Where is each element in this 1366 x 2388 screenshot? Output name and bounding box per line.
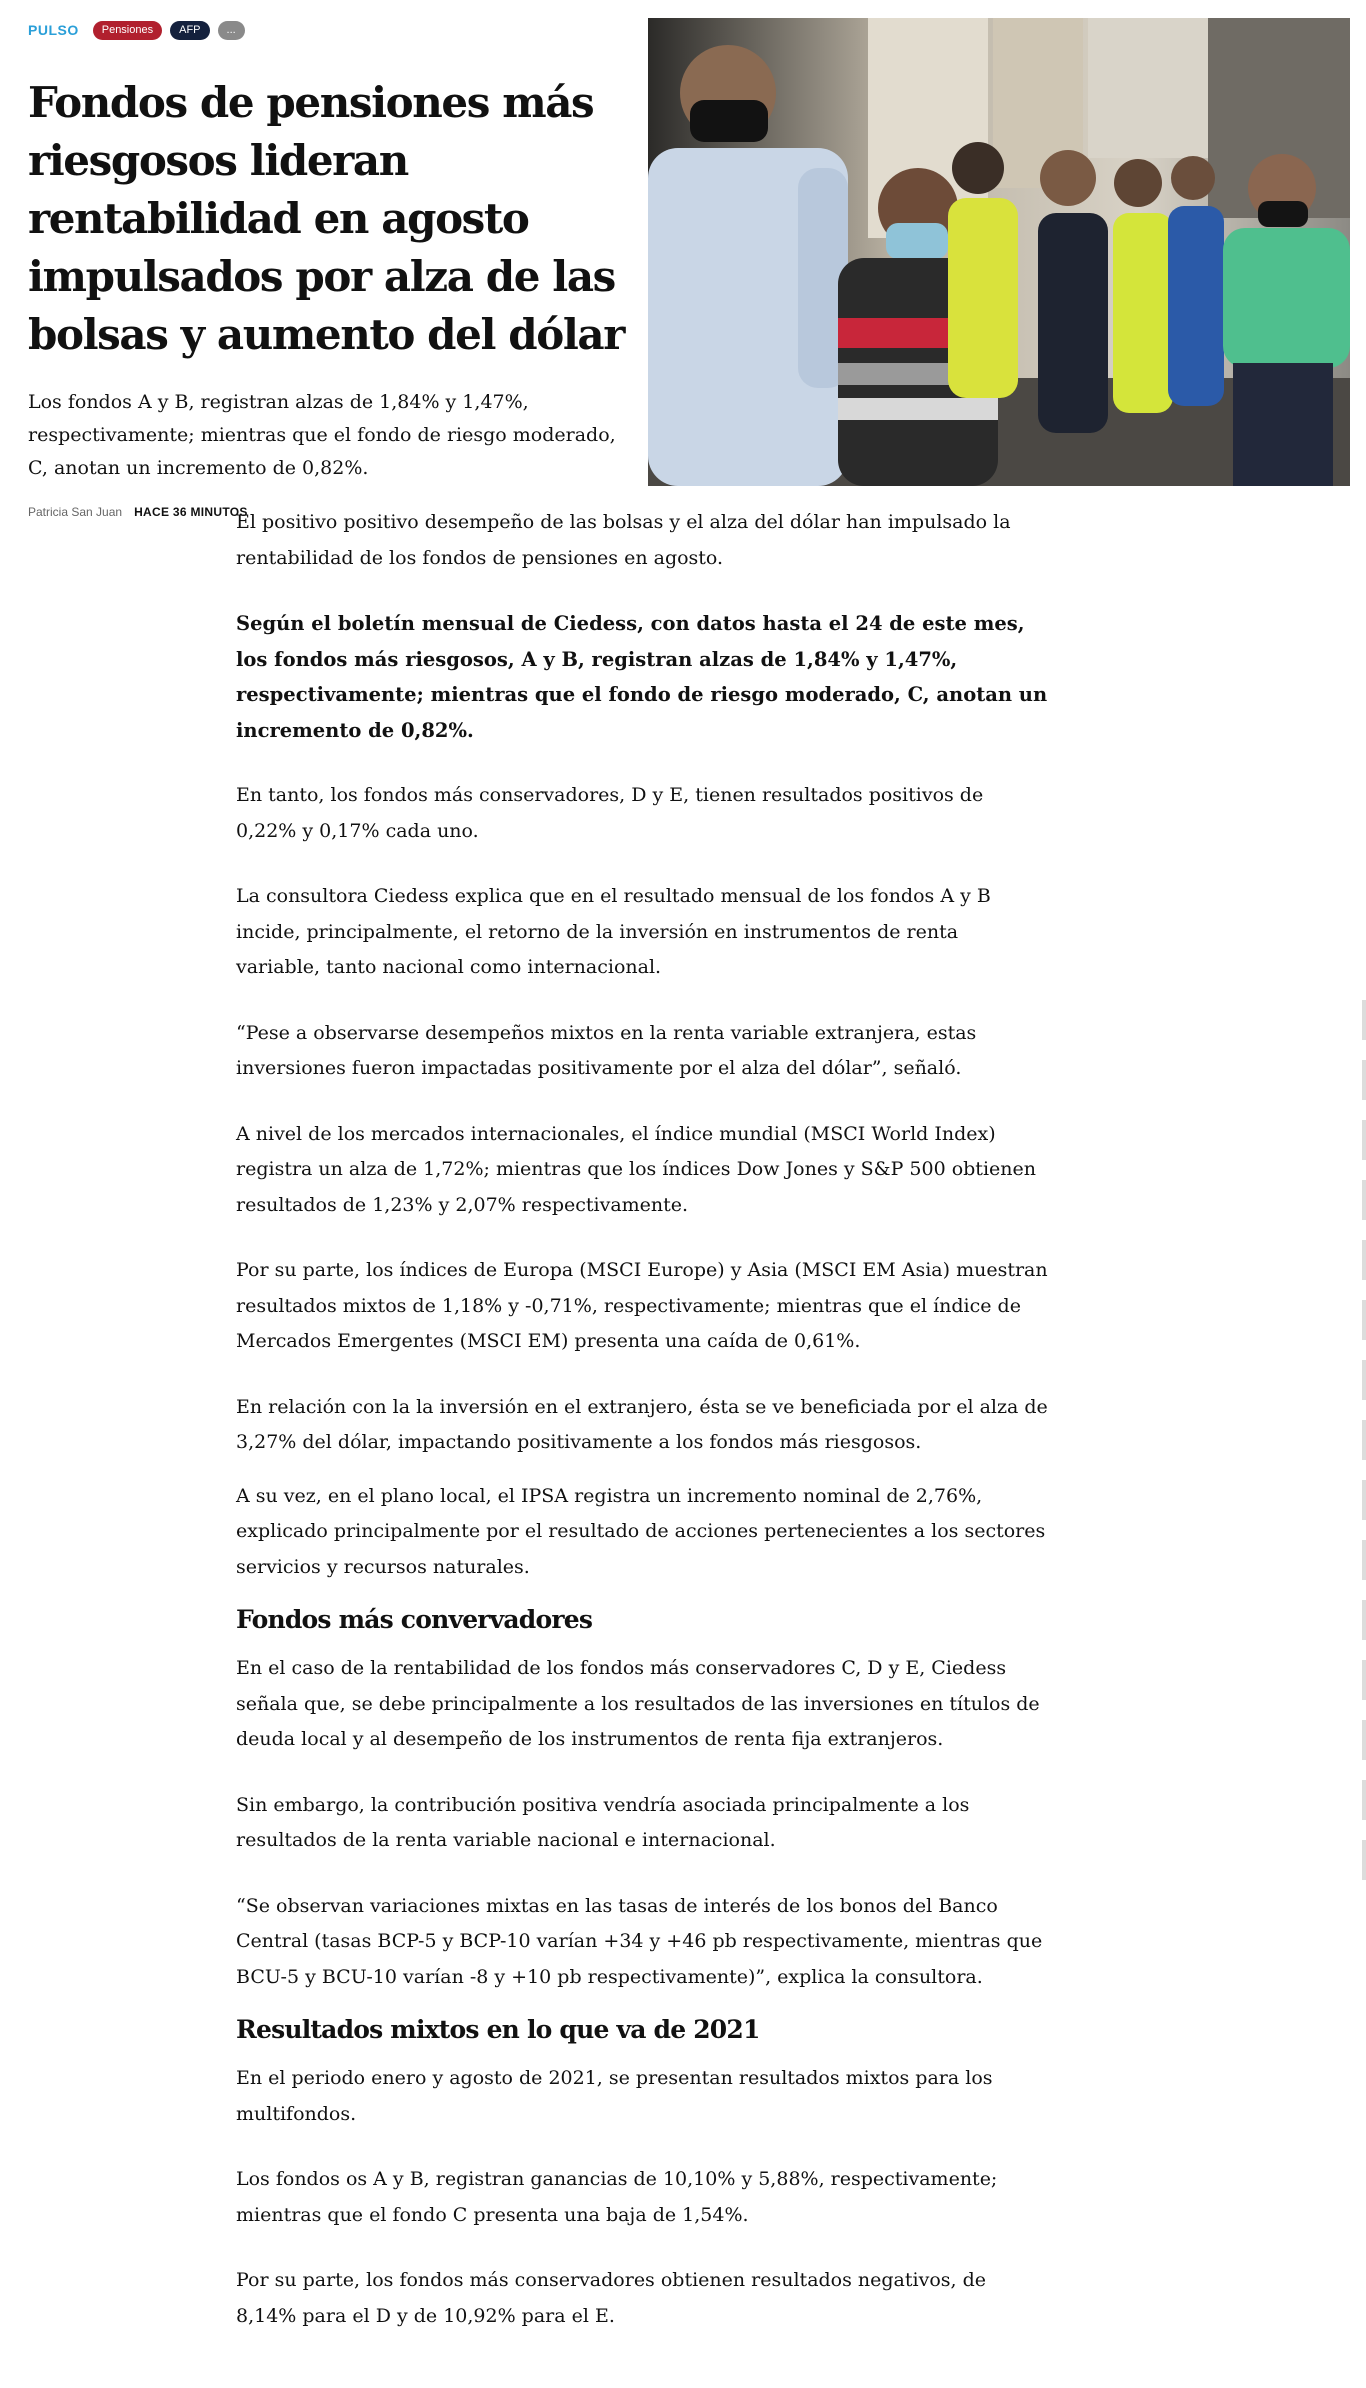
author-link[interactable]: Patricia San Juan xyxy=(28,505,123,519)
subheading: Resultados mixtos en lo que va de 2021 xyxy=(236,2015,760,2044)
dek: Los fondos A y B, registran alzas de 1,84% y 1,47%, respectivamente; mientras que el fondo de riesgo moderado, C, anotan un incremento de 0,82%. xyxy=(28,391,616,479)
article-body xyxy=(236,505,1048,2364)
photo-illustration-icon xyxy=(648,18,1350,486)
tag-bar xyxy=(28,18,640,42)
subheading: Fondos más convervadores xyxy=(236,1605,593,1634)
publish-time: HACE 36 MINUTOS xyxy=(134,505,248,519)
paragraph: Por su parte, los índices de Europa (MSCI Europe) y Asia (MSCI EM Asia) muestran resultados mixtos de 1,18% y -0,71%, respectivamente; mientras que el índice de Mercados Emergentes (MSCI EM) presenta una caída de 0,61%. xyxy=(236,1259,1048,1352)
scrollbar[interactable] xyxy=(1362,1000,1366,1900)
hero-text xyxy=(28,18,640,519)
tag-afp[interactable]: AFP xyxy=(170,21,209,40)
paragraph: “Pese a observarse desempeños mixtos en la renta variable extranjera, estas inversiones fueron impactadas positivamente por el alza del dólar”, señaló. xyxy=(236,1021,977,1079)
paragraph: A nivel de los mercados internacionales, el índice mundial (MSCI World Index) registra un alza de 1,72%; mientras que los índices Dow Jones y S&P 500 obtienen resultados de 1,23% y 2,07% respectivamente. xyxy=(236,1122,1036,1216)
section-link-pulso[interactable]: PULSO xyxy=(28,22,79,38)
paragraph: Sin embargo, la contribución positiva vendría asociada principalmente a los resultados de la renta variable nacional e internacional. xyxy=(236,1793,970,1851)
paragraph: La consultora Ciedess explica que en el resultado mensual de los fondos A y B incide, principalmente, el retorno de la inversión en instrumentos de renta variable, tanto nacional como internacional. xyxy=(236,885,991,978)
paragraph: Por su parte, los fondos más conservadores obtienen resultados negativos, de 8,14% para el D y de 10,92% para el E. xyxy=(236,2269,986,2327)
paragraph: “Se observan variaciones mixtas en las tasas de interés de los bonos del Banco Central (tasas BCP-5 y BCP-10 varían +34 y +46 pb respectivamente, mientras que BCU-5 y BCU-10 varían -8 y +10 pb respectivamente)”, explica la consultora. xyxy=(236,1894,1043,1988)
tag-pensiones[interactable]: Pensiones xyxy=(93,21,162,40)
paragraph: En el caso de la rentabilidad de los fondos más conservadores C, D y E, Ciedess señala que, se debe principalmente a los resultados de las inversiones en títulos de deuda local y al desempeño de los instrumentos de renta fija extranjeros. xyxy=(236,1657,1040,1750)
paragraph: En relación con la la inversión en el extranjero, ésta se ve beneficiada por el alza de 3,27% del dólar, impactando positivamente a los fondos más riesgosos. xyxy=(236,1395,1048,1453)
headline: Fondos de pensiones más riesgosos lideran rentabilidad en agosto impulsados por alza de las bolsas y aumento del dólar xyxy=(28,78,624,359)
news-photo-icon xyxy=(648,18,1350,486)
article-hero xyxy=(0,0,1366,519)
paragraph: A su vez, en el plano local, el IPSA registra un incremento nominal de 2,76%, explicado principalmente por el resultado de acciones pertenecientes a los sectores servicios y recursos naturales. xyxy=(236,1484,1046,1578)
tag-more-button[interactable]: ... xyxy=(218,21,245,40)
paragraph: Los fondos os A y B, registran ganancias de 10,10% y 5,88%, respectivamente; mientras que el fondo C presenta una baja de 1,54%. xyxy=(236,2168,998,2226)
paragraph: El positivo positivo desempeño de las bolsas y el alza del dólar han impulsado la rentabilidad de los fondos de pensiones en agosto. xyxy=(236,511,1011,569)
paragraph: En el periodo enero y agosto de 2021, se presentan resultados mixtos para los multifondos. xyxy=(236,2067,993,2125)
paragraph: En tanto, los fondos más conservadores, D y E, tienen resultados positivos de 0,22% y 0,17% cada uno. xyxy=(236,784,984,842)
paragraph-bold: Según el boletín mensual de Ciedess, con datos hasta el 24 de este mes, los fondos más riesgosos, A y B, registran alzas de 1,84% y 1,47%, respectivamente; mientras que el fondo de riesgo moderado, C, anotan un incremento de 0,82%. xyxy=(236,612,1048,742)
